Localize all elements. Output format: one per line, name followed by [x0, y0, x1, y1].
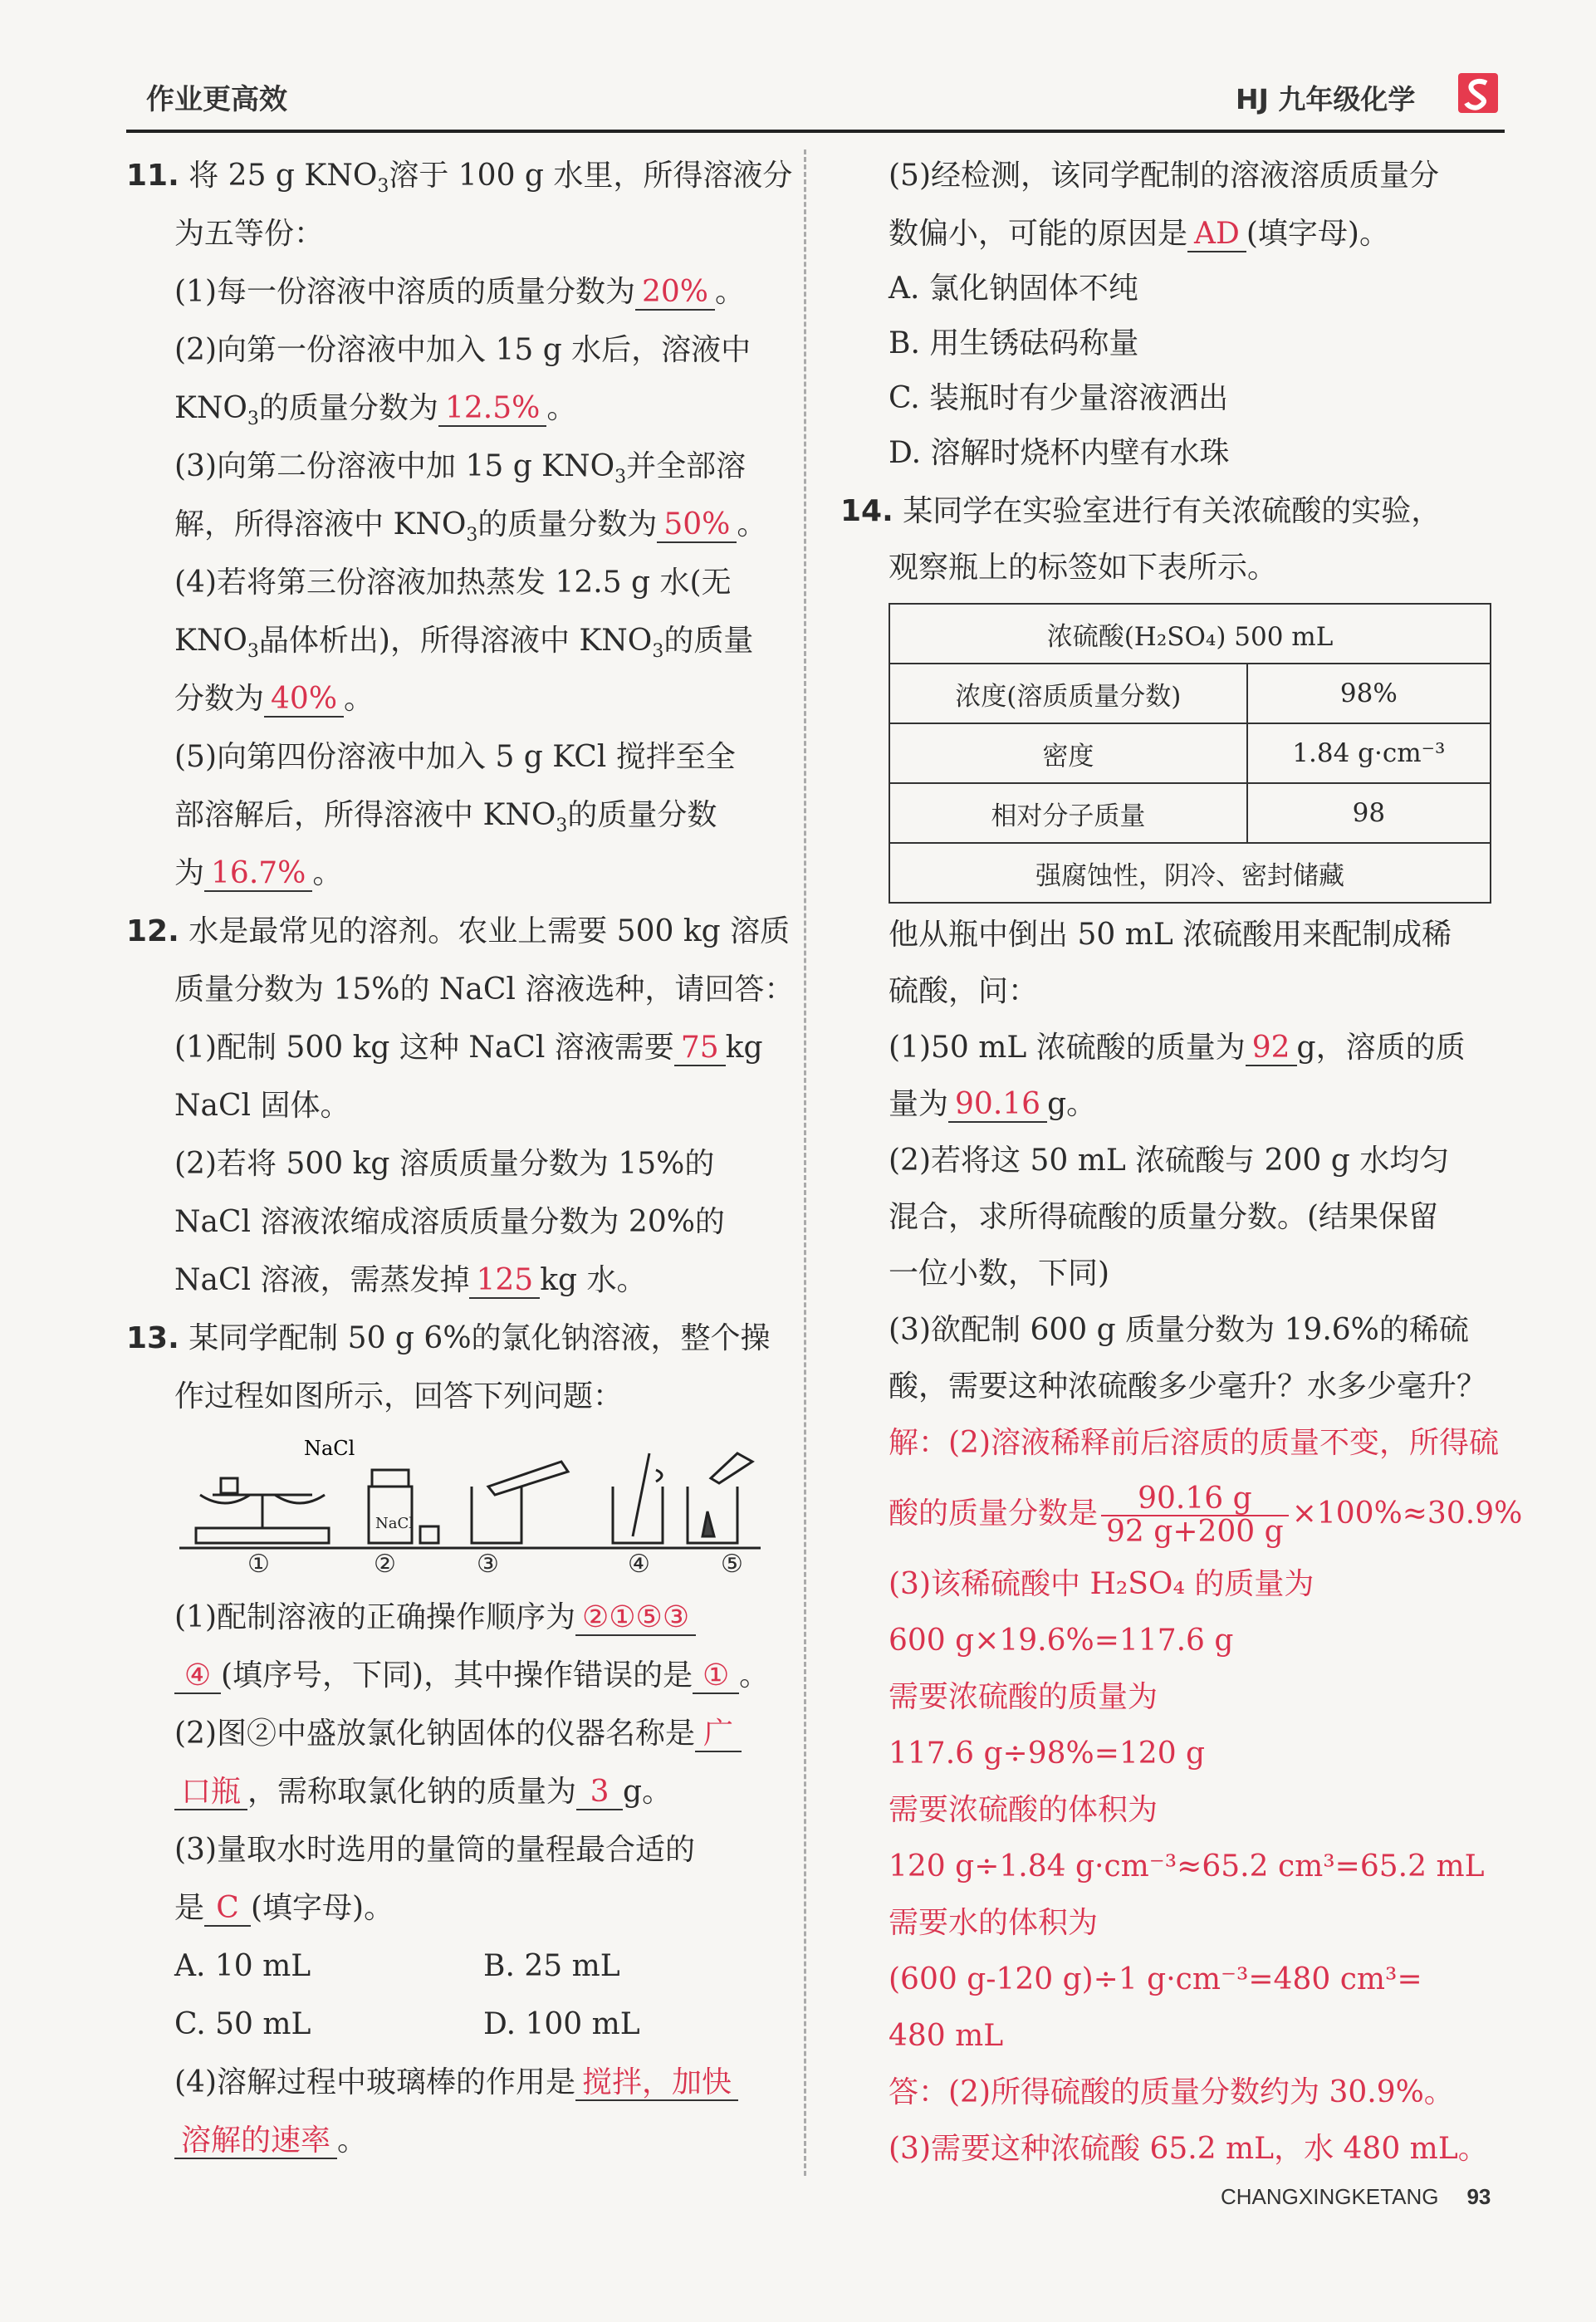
header-rule [126, 130, 1505, 133]
column-divider [804, 149, 806, 2176]
q11-part4-line1: (4)若将第三份溶液加热蒸发 12.5 g 水(无 [174, 566, 732, 600]
acid-label-table [889, 603, 1491, 904]
solution-line3: (3)该稀硫酸中 H₂SO₄ 的质量为 [889, 1567, 1314, 1601]
q12-answer2: 125 [469, 1264, 540, 1299]
page-footer [1221, 2184, 1491, 2210]
q12-part1-line1: (1)配制 500 kg 这种 NaCl 溶液需要 75 kg [174, 1031, 763, 1065]
header-right: HJ 九年级化学 [1236, 83, 1416, 115]
q13-option-b: B. 25 mL [483, 1949, 620, 1983]
q11-part1: (1)每一份溶液中溶质的质量分数为 20% 。 [174, 275, 746, 309]
fig-nacl-label: NaCl [304, 1437, 355, 1460]
table-footer: 强腐蚀性，阴冷、密封储藏 [889, 843, 1491, 903]
q13-part3-line1: (3)量取水时选用的量筒的量程最合适的 [174, 1833, 695, 1867]
q13-5-option-b: B. 用生锈砝码称量 [889, 326, 1139, 360]
q14-text-line2: 硫酸，问： [889, 974, 1039, 1008]
solution-line2: 酸的质量分数是 $\frac{90.16 g}{92 g+200 g}$ ×100%≈30.9% [889, 1482, 1523, 1549]
q13-answer4a: 搅拌，加快 [575, 2066, 738, 2101]
solution-line8: 120 g÷1.84 g·cm⁻³≈65.2 cm³=65.2 mL [889, 1849, 1485, 1884]
q11-part3-line1: (3)向第二份溶液中加 15 g $KNO_3$并全部溶 [174, 449, 747, 488]
balance-icon [196, 1478, 329, 1543]
header-left: 作业更高效 [146, 83, 287, 116]
q13-part4-line2: 溶解的速率 。 [174, 2124, 367, 2159]
page-number: 93 [1466, 2184, 1491, 2209]
q13-part3-line2: 是 C (填字母)。 [174, 1891, 394, 1925]
q13-stem-line1: 13. 某同学配制 50 g 6%的氯化钠溶液，整个操 [126, 1321, 771, 1355]
q11-answer1: 20% [635, 276, 715, 311]
svg-text:NaCl: NaCl [375, 1515, 414, 1532]
table-row: 密度 1.84 g·cm⁻³ [889, 723, 1491, 783]
q13-answer1a: ②①⑤③ [575, 1601, 696, 1636]
q13-5-option-d: D. 溶解时烧杯内壁有水珠 [889, 436, 1230, 470]
q13-option-d: D. 100 mL [483, 2007, 640, 2041]
fig-step-1: ① [247, 1550, 270, 1579]
q12-answer1: 75 [674, 1031, 726, 1066]
q13-5-option-a: A. 氯化钠固体不纯 [889, 272, 1138, 306]
beaker-stir-icon [613, 1453, 663, 1543]
q13-part5-line2: 数偏小，可能的原因是 AD (填字母)。 [889, 217, 1389, 251]
solution-line12: 答：(2)所得硫酸的质量分数约为 30.9%。 [889, 2075, 1454, 2109]
table-row: 浓度(溶质质量分数) 98% [889, 664, 1491, 723]
solution-line4: 600 g×19.6%=117.6 g [889, 1624, 1234, 1658]
fig-step-2: ② [374, 1550, 396, 1579]
q14-stem-line2: 观察瓶上的标签如下表所示。 [889, 551, 1278, 585]
q13-answer2a: 广 [695, 1717, 742, 1752]
q12-part2-line2: NaCl 溶液浓缩成溶质质量分数为 20%的 [174, 1205, 725, 1239]
solution-line6: 117.6 g÷98%=120 g [889, 1737, 1206, 1771]
q13-stem-line2: 作过程如图所示，回答下列问题： [174, 1379, 624, 1413]
q11-part4-line3: 分数为 40% 。 [174, 682, 375, 716]
q14-part1-line1: (1)50 mL 浓硫酸的质量为 92 g，溶质的质 [889, 1031, 1466, 1065]
q13-part5-line1: (5)经检测，该同学配制的溶液溶质质量分 [889, 159, 1439, 193]
fig-step-4: ④ [628, 1550, 650, 1579]
q13-part2-line2: 口瓶 ，需称取氯化钠的质量为 3 g。 [174, 1776, 672, 1810]
q13-answer2b: 口瓶 [174, 1776, 247, 1810]
beaker-pour-icon [472, 1462, 568, 1543]
q11-answer4: 40% [264, 683, 344, 718]
q12-part2-line1: (2)若将 500 kg 溶质质量分数为 15%的 [174, 1147, 715, 1181]
q11-part2-line2: $KNO_3$的质量分数为 12.5% 。 [174, 391, 577, 430]
q13-part2-line1: (2)图②中盛放氯化钠固体的仪器名称是 广 [174, 1717, 742, 1752]
q13-answer3: C [204, 1892, 251, 1927]
q11-part5-line1: (5)向第四份溶液中加入 5 g KCl 搅拌至全 [174, 740, 736, 774]
q13-part4-line1: (4)溶解过程中玻璃棒的作用是 搅拌，加快 [174, 2066, 738, 2101]
solution-line10: (600 g-120 g)÷1 g·cm⁻³=480 cm³= [889, 1962, 1422, 1996]
solution-fraction: $\frac{90.16 g}{92 g+200 g}$ [1101, 1483, 1289, 1548]
q13-answer1c: ① [693, 1659, 739, 1694]
q13-answer5: AD [1187, 218, 1246, 252]
q14-answer1a: 92 [1246, 1031, 1297, 1066]
q14-answer1b: 90.16 [948, 1088, 1047, 1123]
s-logo-icon [1458, 73, 1498, 113]
fig-step-5: ⑤ [721, 1550, 743, 1579]
solution-line1: 解：(2)溶液稀释前后溶质的质量不变，所得硫 [889, 1426, 1499, 1460]
q12-stem-line2: 质量分数为 15%的 NaCl 溶液选种，请回答： [174, 972, 795, 1007]
q11-part3-line2: 解，所得溶液中 $KNO_3$的质量分数为 50% 。 [174, 507, 767, 546]
q13-option-a: A. 10 mL [174, 1949, 311, 1983]
q12-part2-line3: NaCl 溶液，需蒸发掉 125 kg 水。 [174, 1263, 647, 1297]
solution-line7: 需要浓硫酸的体积为 [889, 1793, 1158, 1827]
solution-line11: 480 mL [889, 2019, 1004, 2053]
q11-stem-line1: 11. 将 25 g $KNO_3$溶于 100 g 水里，所得溶液分 [126, 159, 793, 198]
q14-part2-line1: (2)若将这 50 mL 浓硫酸与 200 g 水均匀 [889, 1144, 1450, 1178]
q13-5-option-c: C. 装瓶时有少量溶液洒出 [889, 381, 1229, 415]
q14-part3-line1: (3)欲配制 600 g 质量分数为 19.6%的稀硫 [889, 1313, 1469, 1347]
q12-part1-line2: NaCl 固体。 [174, 1089, 350, 1123]
q11-answer5: 16.7% [204, 857, 312, 892]
q14-stem-line1: 14. 某同学在实验室进行有关浓硫酸的实验， [840, 494, 1442, 528]
q11-answer2: 12.5% [438, 392, 546, 427]
q14-part3-line2: 酸，需要这种浓硫酸多少毫升？水多少毫升？ [889, 1369, 1487, 1403]
q13-part1-line1: (1)配制溶液的正确操作顺序为 ②①⑤③ [174, 1601, 696, 1636]
q13-answer1b: ④ [174, 1659, 221, 1694]
solution-line9: 需要水的体积为 [889, 1906, 1099, 1940]
q11-answer3: 50% [657, 508, 737, 543]
bottle-icon [369, 1470, 438, 1543]
table-row: 相对分子质量 98 [889, 783, 1491, 843]
q13-answer2c: 3 [576, 1776, 623, 1810]
solution-line13: (3)需要这种浓硫酸 65.2 mL，水 480 mL。 [889, 2132, 1488, 2166]
q11-stem-line2: 为五等份： [174, 217, 325, 251]
beaker-dissolve-icon [688, 1453, 752, 1543]
table-title: 浓硫酸(H₂SO₄) 500 mL [889, 604, 1491, 664]
q13-part1-line2: ④ (填序号，下同)，其中操作错误的是 ① 。 [174, 1659, 769, 1694]
q13-answer4b: 溶解的速率 [174, 2124, 337, 2159]
solution-line5: 需要浓硫酸的质量为 [889, 1680, 1158, 1714]
q13-option-c: C. 50 mL [174, 2007, 311, 2041]
q14-part2-line3: 一位小数，下同) [889, 1257, 1110, 1291]
q11-part5-line2: 部溶解后，所得溶液中 $KNO_3$的质量分数 [174, 798, 717, 837]
footer-brand: CHANGXINGKETANG [1221, 2184, 1439, 2209]
q14-text-line1: 他从瓶中倒出 50 mL 浓硫酸用来配制成稀 [889, 918, 1452, 952]
q14-part1-line2: 量为 90.16 g。 [889, 1087, 1097, 1121]
q12-stem-line1: 12. 水是最常见的溶剂。农业上需要 500 kg 溶质 [126, 914, 791, 948]
q11-part4-line2: $KNO_3$晶体析出)，所得溶液中 $KNO_3$的质量 [174, 624, 754, 663]
q11-part2-line1: (2)向第一份溶液中加入 15 g 水后，溶液中 [174, 333, 751, 367]
fig-step-3: ③ [477, 1550, 499, 1579]
q11-part5-line3: 为 16.7% 。 [174, 856, 343, 890]
q14-part2-line2: 混合，求所得硫酸的质量分数。(结果保留 [889, 1200, 1439, 1234]
